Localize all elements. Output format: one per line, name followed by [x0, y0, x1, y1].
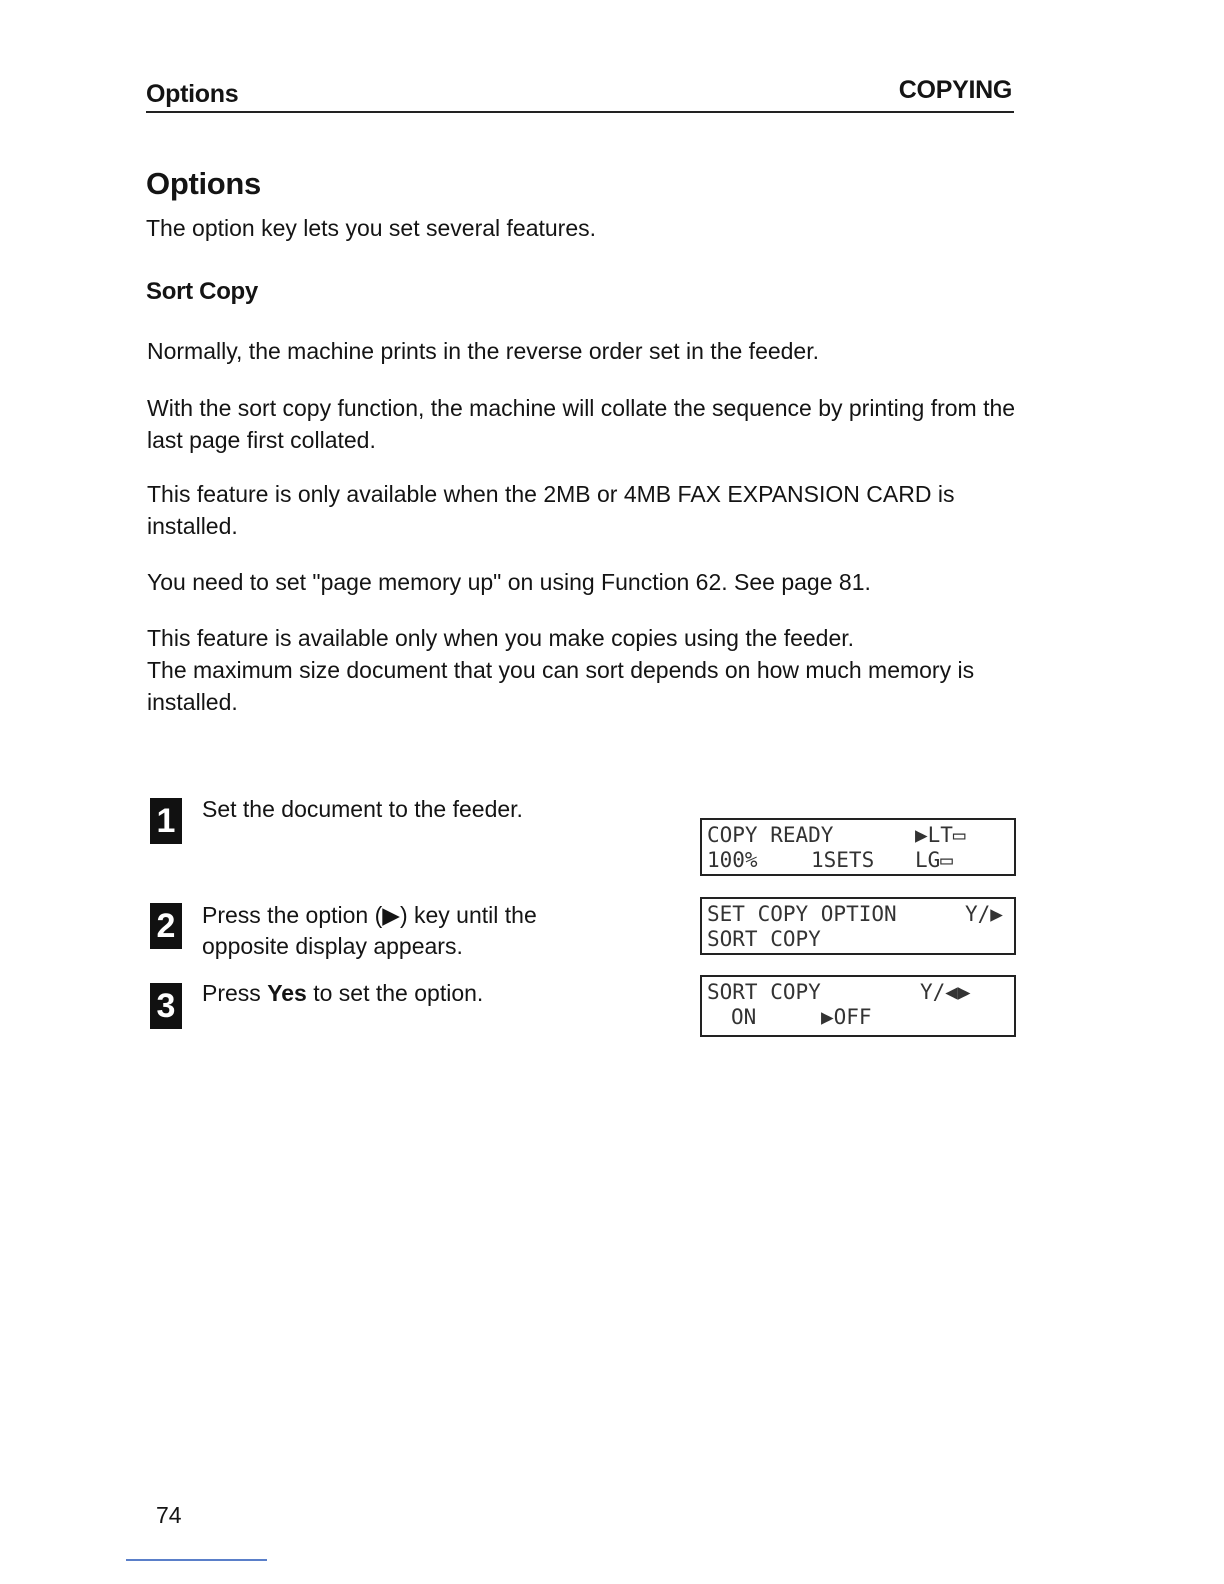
step-number-badge: 3 — [150, 983, 182, 1029]
lcd-text: 1SETS — [811, 848, 875, 872]
lcd-text: ▶OFF — [821, 1005, 872, 1029]
paragraph: The maximum size document that you can sort depends on how much memory is installed. — [147, 657, 975, 715]
lcd-display-copy-ready — [700, 818, 1016, 876]
paragraph: You need to set "page memory up" on using Function 62. See page 81. — [147, 569, 871, 595]
lcd-display-set-copy-option — [700, 897, 1016, 955]
step-text: Press the option (▶) key until the opposite display appears. — [202, 902, 537, 959]
paragraph: With the sort copy function, the machine will collate the sequence by printing from the last page first collated. — [147, 395, 1016, 453]
step-number-badge: 2 — [150, 903, 182, 949]
lcd-line — [707, 927, 1014, 952]
step-text-after: to set the option. — [306, 980, 484, 1006]
paragraph: This feature is only available when the 2MB or 4MB FAX EXPANSION CARD is installed. — [147, 481, 955, 539]
yes-key-label: Yes — [267, 980, 307, 1006]
lcd-text: ON — [731, 1005, 757, 1029]
lcd-text: ▶LT▭ — [915, 823, 966, 847]
paragraph: Normally, the machine prints in the reverse order set in the feeder. — [147, 338, 820, 364]
step-text: Set the document to the feeder. — [202, 796, 523, 822]
lcd-display-sort-copy — [700, 975, 1016, 1037]
lcd-text: COPY READY — [707, 823, 834, 847]
lcd-text: SORT COPY — [707, 927, 821, 951]
intro-text: The option key lets you set several features. — [146, 215, 597, 241]
lcd-text: 100% — [707, 848, 758, 872]
lcd-text: Y/▶ — [965, 902, 1003, 926]
footer-divider — [126, 1559, 267, 1561]
paragraph: This feature is available only when you make copies using the feeder. — [147, 625, 855, 651]
page-number: 74 — [156, 1502, 182, 1528]
running-header-chapter: COPYING — [898, 76, 1012, 104]
lcd-text: Y/◀▶ — [920, 980, 971, 1004]
lcd-line — [707, 1005, 1014, 1030]
header-divider — [146, 111, 1014, 113]
lcd-text: LG▭ — [915, 848, 953, 872]
lcd-text: SET COPY OPTION — [707, 902, 897, 926]
lcd-text: SORT COPY — [707, 980, 821, 1004]
lcd-line — [707, 848, 1014, 873]
lcd-line — [707, 980, 1014, 1005]
lcd-line — [707, 902, 1014, 927]
section-title-sort-copy: Sort Copy — [146, 278, 258, 305]
lcd-line — [707, 823, 1014, 848]
step-text-before: Press — [202, 980, 268, 1006]
step-text — [202, 978, 602, 1009]
page-title: Options — [146, 166, 261, 201]
running-header-section: Options — [146, 80, 239, 108]
step-number-badge: 1 — [150, 798, 182, 844]
